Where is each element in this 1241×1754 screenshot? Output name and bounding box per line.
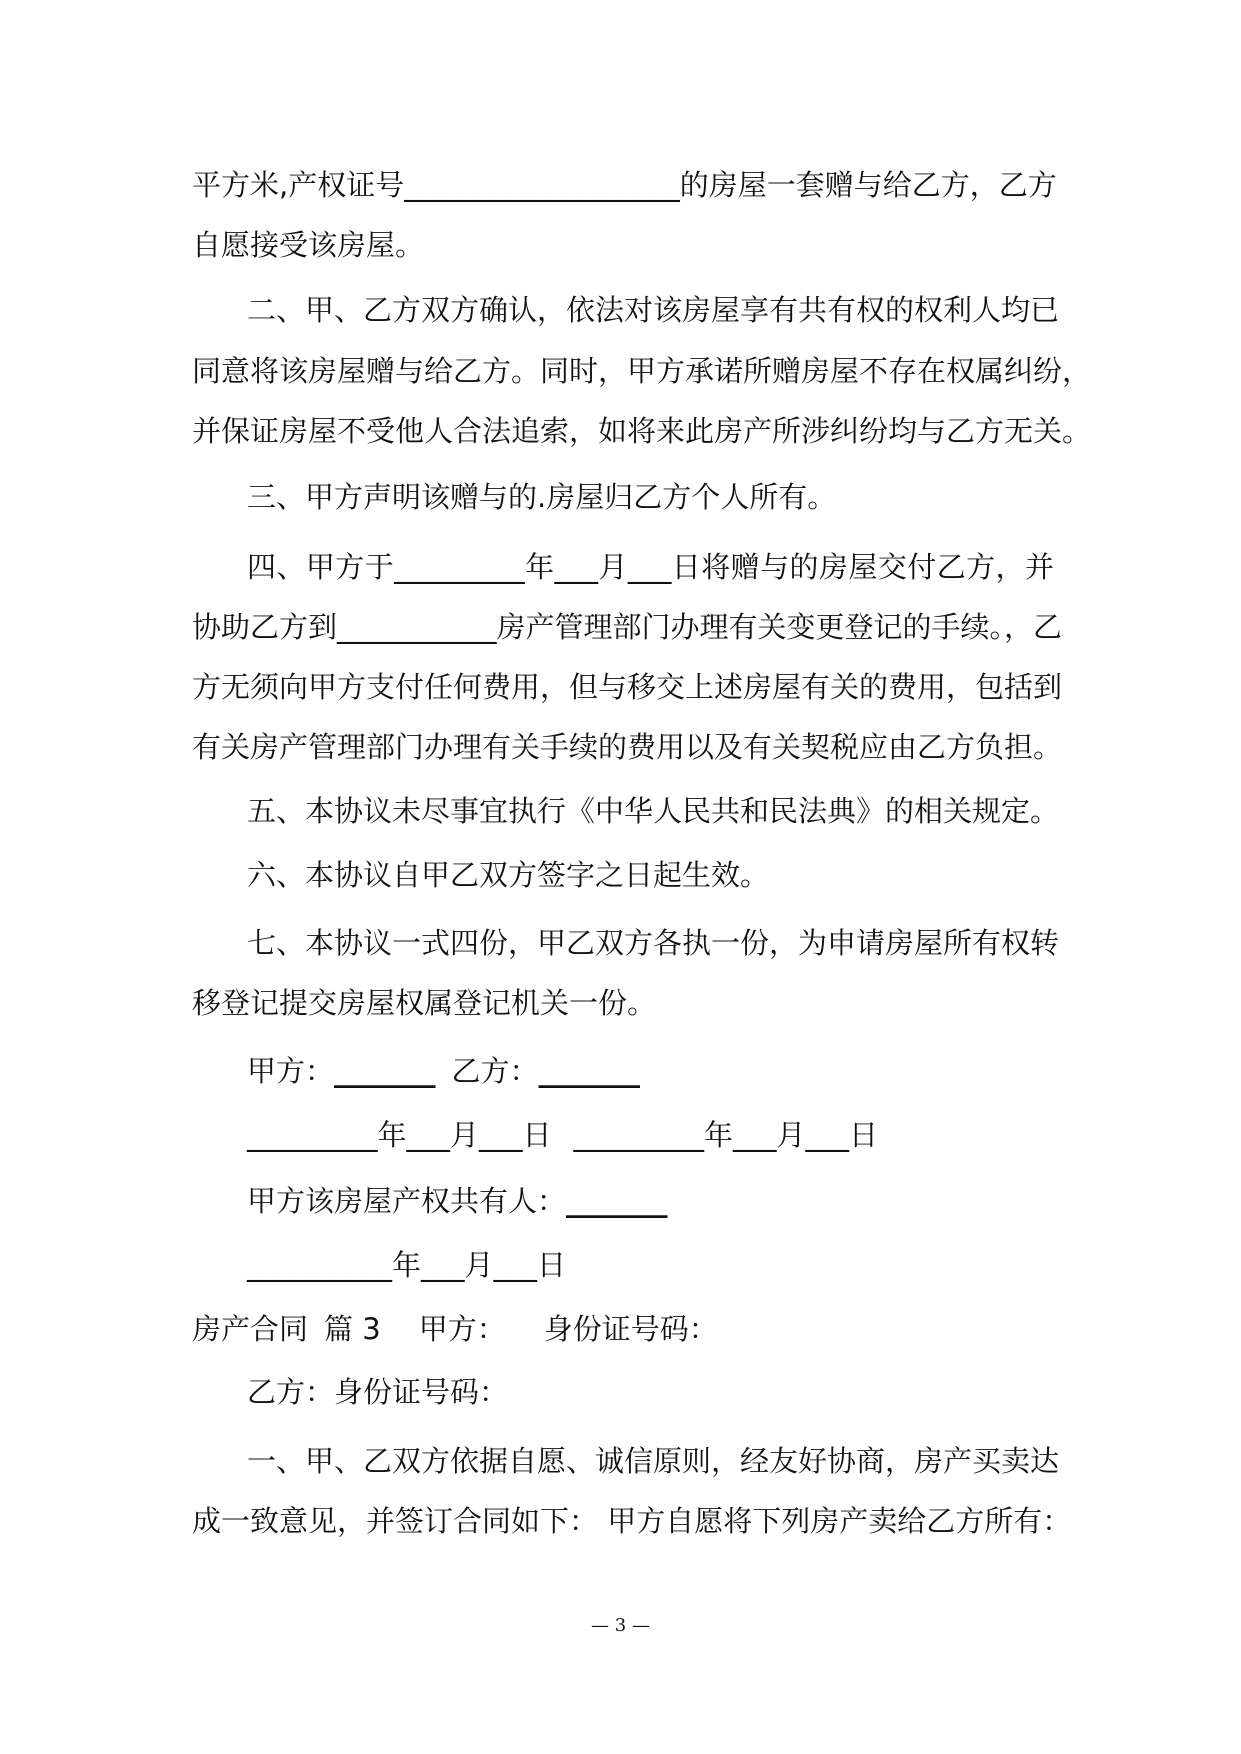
paragraph-line: 五、本协议未尽事宜执行《中华人民共和民法典》的相关规定。 xyxy=(247,794,1060,828)
paragraph-line: 一、甲、乙双方依据自愿、诚信原则，经友好协商，房产买卖达 xyxy=(247,1444,1060,1478)
paragraph-line: 有关房产管理部门办理有关手续的费用以及有关契税应由乙方负担。 xyxy=(192,730,1063,764)
party-a-blank: _______ xyxy=(334,1054,436,1088)
co-owner-line xyxy=(247,1181,668,1221)
paragraph-line: 协助乙方到___________房产管理部门办理有关变更登记的手续。，乙 xyxy=(192,610,1063,644)
section-party-a: 甲方： xyxy=(418,1312,506,1346)
paragraph-line: 平方米,产权证号___________________的房屋一套赠与给乙方，乙方 xyxy=(192,168,1057,202)
section-heading-line xyxy=(192,1309,718,1349)
paragraph-line: 六、本协议自甲乙双方签字之日起生效。 xyxy=(247,858,770,892)
paragraph-line: 四、甲方于_________年___月___日将赠与的房屋交付乙方，并 xyxy=(247,550,1054,584)
section-title: 房产合同 xyxy=(192,1312,309,1346)
date-a: _________年___月___日 xyxy=(247,1118,552,1152)
page-number: — 3 — xyxy=(591,1615,650,1636)
paragraph-line: 同意将该房屋赠与给乙方。同时，甲方承诺所赠房屋不存在权属纠纷， xyxy=(192,354,1092,388)
paragraph-line: 并保证房屋不受他人合法追索，如将来此房产所涉纠纷均与乙方无关。 xyxy=(192,414,1092,448)
section-party-b: 乙方：身份证号码： xyxy=(247,1375,509,1409)
party-b-label: 乙方： xyxy=(451,1054,539,1088)
signature-parties xyxy=(247,1051,640,1091)
section-part: 篇 3 xyxy=(324,1312,381,1346)
paragraph-line: 成一致意见，并签订合同如下： 甲方自愿将下列房产卖给乙方所有： xyxy=(192,1504,1072,1538)
co-owner-label: 甲方该房屋产权共有人： xyxy=(247,1184,567,1218)
party-b-blank: _______ xyxy=(538,1054,641,1088)
date-b: _________年___月___日 xyxy=(573,1118,879,1152)
paragraph-line: 自愿接受该房屋。 xyxy=(192,228,425,262)
co-owner-date: __________年___月___日 xyxy=(247,1248,567,1282)
paragraph-line: 二、甲、乙方双方确认，依法对该房屋享有共有权的权利人均已 xyxy=(247,293,1060,327)
paragraph-line: 七、本协议一式四份，甲乙双方各执一份，为申请房屋所有权转 xyxy=(247,926,1060,960)
co-owner-blank: _______ xyxy=(566,1184,668,1218)
section-party-a-id: 身份证号码： xyxy=(543,1312,718,1346)
signature-dates xyxy=(247,1115,878,1155)
paragraph-line: 方无须向甲方支付任何费用，但与移交上述房屋有关的费用，包括到 xyxy=(192,670,1063,704)
paragraph-line: 三、甲方声明该赠与的.房屋归乙方个人所有。 xyxy=(247,480,837,514)
paragraph-line: 移登记提交房屋权属登记机关一份。 xyxy=(192,986,657,1020)
party-a-label: 甲方： xyxy=(247,1054,335,1088)
